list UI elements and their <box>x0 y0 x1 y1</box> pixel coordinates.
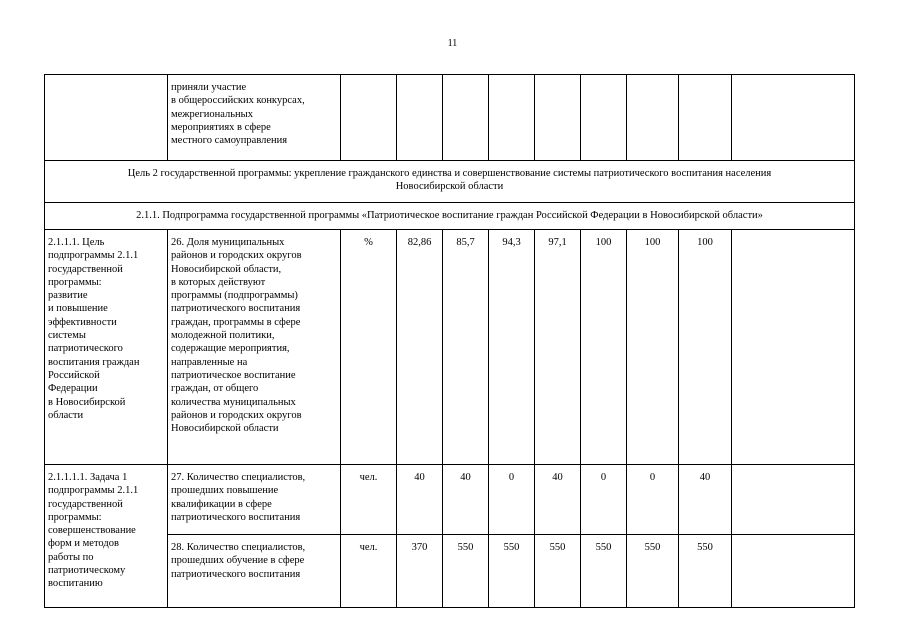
value-cell: 40 <box>397 465 443 535</box>
subprogram-line: 2.1.1. Подпрограмма государственной программы «Патриотическое воспитание граждан Российской Федерации в Новосибирской области» <box>136 210 763 221</box>
task-line: государственной <box>48 498 123 510</box>
value-cell: 550 <box>627 535 679 608</box>
indicator-line: районов и городских округов <box>171 409 302 421</box>
value-cell <box>627 75 679 161</box>
goal-line: воспитания граждан <box>48 356 140 368</box>
task-line: патриотическому <box>48 565 126 577</box>
value-cell: 100 <box>627 230 679 465</box>
goal-line: эффективности <box>48 316 117 328</box>
unit-cell: чел. <box>341 465 397 535</box>
indicator-line: районов и городских округов <box>171 250 302 262</box>
goal-cell <box>45 230 168 465</box>
indicator-line: 27. Количество специалистов, <box>171 472 306 483</box>
value-cell: 100 <box>581 230 627 465</box>
table-row-27 <box>45 465 855 535</box>
indicator-line: местного самоуправления <box>171 135 288 147</box>
goal-line: области <box>48 409 84 421</box>
task-line: совершенствование <box>48 525 136 537</box>
task-line: 2.1.1.1.1. Задача 1 <box>48 472 128 483</box>
table-row-26 <box>45 230 855 465</box>
table-row-goal-2 <box>45 161 855 203</box>
goal-line: Федерации <box>48 383 98 395</box>
table-row-subprogram <box>45 203 855 230</box>
value-cell: 97,1 <box>535 230 581 465</box>
indicator-line: межрегиональных <box>171 108 253 120</box>
value-cell: 370 <box>397 535 443 608</box>
value-cell <box>581 75 627 161</box>
goal-2-line: Новосибирской области <box>395 181 504 193</box>
value-cell <box>535 75 581 161</box>
goal-cell <box>45 75 168 161</box>
indicator-line: квалификации в сфере <box>171 498 272 510</box>
value-cell: 40 <box>535 465 581 535</box>
value-cell: 100 <box>679 230 732 465</box>
indicator-line: мероприятиях в сфере <box>171 121 271 133</box>
indicator-cell <box>168 230 341 465</box>
indicator-line: Новосибирской области <box>171 423 279 435</box>
task-line: подпрограммы 2.1.1 <box>48 485 139 497</box>
task-line: работы по <box>48 551 94 563</box>
indicator-line: патриотического воспитания <box>171 568 301 580</box>
indicator-cell <box>168 535 341 608</box>
value-cell: 85,7 <box>443 230 489 465</box>
indicator-line: Новосибирской области, <box>171 263 282 275</box>
indicator-line: в которых действуют <box>171 276 266 288</box>
indicator-line: патриотического воспитания <box>171 303 301 315</box>
indicator-line: количества муниципальных <box>171 396 296 408</box>
indicator-line: 28. Количество специалистов, <box>171 542 306 553</box>
note-cell <box>732 535 855 608</box>
task-line: программы: <box>48 511 102 523</box>
unit-cell: чел. <box>341 535 397 608</box>
goal-line: 2.1.1.1. Цель <box>48 237 105 248</box>
goal-line: и повышение <box>48 303 108 315</box>
table-row-continuation <box>45 75 855 161</box>
value-cell: 550 <box>679 535 732 608</box>
goal-line: программы: <box>48 276 102 288</box>
value-cell: 550 <box>535 535 581 608</box>
goal-line: подпрограммы 2.1.1 <box>48 250 139 262</box>
indicator-line: программы (подпрограммы) <box>171 290 298 302</box>
task-line: воспитанию <box>48 578 103 590</box>
indicator-cell <box>168 75 341 161</box>
subprogram-heading <box>45 203 855 230</box>
goal-line: развитие <box>48 290 88 302</box>
indicator-cell <box>168 465 341 535</box>
task-line: форм и методов <box>48 538 119 550</box>
value-cell <box>443 75 489 161</box>
value-cell: 550 <box>581 535 627 608</box>
goal-line: системы <box>48 330 86 342</box>
indicator-line: граждан, от общего <box>171 383 259 395</box>
goal-line: в Новосибирской <box>48 396 126 408</box>
value-cell: 40 <box>443 465 489 535</box>
value-cell: 0 <box>581 465 627 535</box>
value-cell: 40 <box>679 465 732 535</box>
page-number: 11 <box>447 38 458 49</box>
value-cell <box>489 75 535 161</box>
note-cell <box>732 465 855 535</box>
indicator-line: в общероссийских конкурсах, <box>171 95 305 107</box>
note-cell <box>732 75 855 161</box>
indicator-line: патриотическое воспитание <box>171 369 296 381</box>
goal-2-heading <box>45 161 855 203</box>
task-cell <box>45 465 168 608</box>
indicator-line: прошедших обучение в сфере <box>171 555 305 567</box>
indicator-line: молодежной политики, <box>171 330 275 342</box>
indicators-table <box>44 74 855 608</box>
indicator-line: 26. Доля муниципальных <box>171 237 285 248</box>
goal-line: патриотического <box>48 343 123 355</box>
indicator-line: патриотического воспитания <box>171 511 301 523</box>
value-cell <box>679 75 732 161</box>
value-cell: 82,86 <box>397 230 443 465</box>
indicator-line: приняли участие <box>171 82 247 93</box>
value-cell: 0 <box>489 465 535 535</box>
indicator-line: содержащие мероприятия, <box>171 343 290 355</box>
goal-line: государственной <box>48 263 123 275</box>
indicator-line: направленные на <box>171 356 248 368</box>
note-cell <box>732 230 855 465</box>
value-cell: 94,3 <box>489 230 535 465</box>
unit-cell: % <box>341 230 397 465</box>
goal-2-line: Цель 2 государственной программы: укрепление гражданского единства и совершенствование системы патриотического воспитания населения <box>127 168 772 179</box>
indicator-line: прошедших повышение <box>171 485 279 497</box>
goal-line: Российской <box>48 369 100 381</box>
value-cell: 0 <box>627 465 679 535</box>
value-cell: 550 <box>489 535 535 608</box>
unit-cell <box>341 75 397 161</box>
value-cell: 550 <box>443 535 489 608</box>
value-cell <box>397 75 443 161</box>
indicator-line: граждан, программы в сфере <box>171 316 301 328</box>
